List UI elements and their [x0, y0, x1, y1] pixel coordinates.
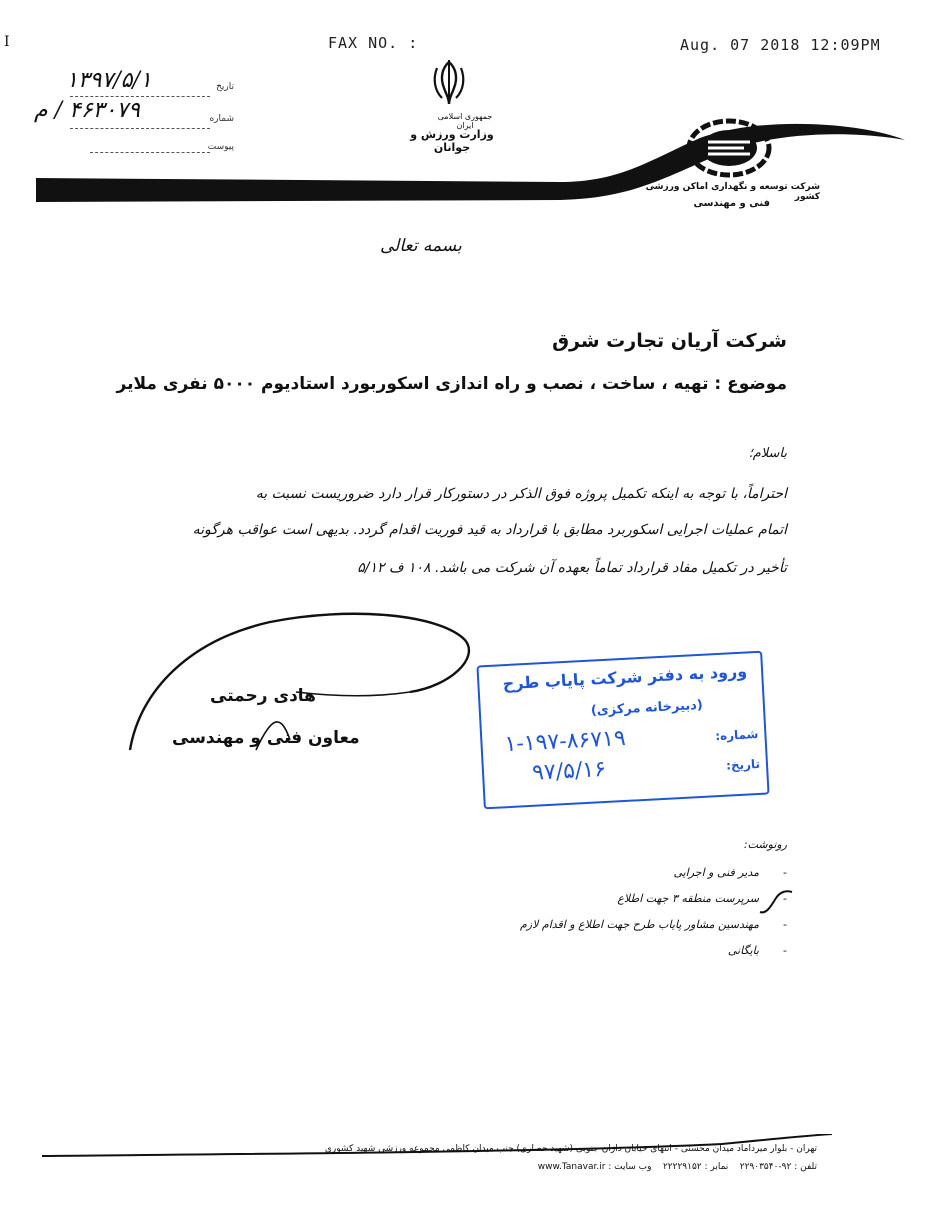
footer-website[interactable]: www.Tanavar.ir	[537, 1162, 606, 1172]
cc-item: بایگانی	[727, 944, 759, 957]
cc-dash: -	[783, 866, 787, 879]
cc-title: رونوشت:	[743, 838, 787, 851]
iran-emblem-icon	[430, 58, 468, 108]
ministry-name: وزارت ورزش و جوانان	[410, 128, 494, 154]
fax-datetime: Aug. 07 2018 12:09PM	[680, 36, 881, 54]
ministry-subtitle: جمهوری اسلامی ایران	[437, 112, 493, 130]
department-name: فنی و مهندسی	[693, 198, 770, 209]
bismillah: بسمه تعالی	[380, 236, 462, 256]
cc-dash: -	[783, 944, 787, 957]
date-value: ۱۳۹۷/۵/۱	[66, 68, 152, 93]
cc-item: مدیر فنی و اجرایی	[673, 866, 759, 879]
checkmark-icon	[756, 888, 796, 918]
body-line: تأخیر در تکمیل مفاد قرارداد تماماً بعهده آن شرکت می باشد. ۱۰۸ ف ۵/۱۲	[357, 560, 787, 576]
body-line: اتمام عملیات اجرایی اسکوربرد مطابق با قرارداد به قید فوریت اقدام گردد. بدیهی است عواقب هرگونه	[192, 522, 787, 538]
number-value: ۴۶۳۰۷۹ / م	[34, 98, 140, 123]
footer-address: تهران - بلوار میرداماد میدان محسنی - انتهای خیابان دازان جنوبی (شهید حصاری) جنب میدان کاظمی مجموعه ورزشی شهید کشوری	[324, 1144, 817, 1154]
cc-item: سرپرست منطقه ۳ جهت اطلاع	[617, 892, 759, 905]
number-label: شماره	[209, 114, 234, 124]
stamp-number-value: ۱-۱۹۷-۸۶۷۱۹	[503, 725, 627, 758]
date-line	[70, 96, 210, 97]
footer-website-label: وب سایت :	[608, 1162, 652, 1172]
received-stamp	[476, 651, 769, 810]
company-logo-icon	[686, 118, 772, 178]
stamp-subtitle: (دبیرخانه مرکزی)	[590, 697, 704, 719]
company-name: شرکت توسعه و نگهداری اماکن ورزشی کشور	[645, 182, 820, 202]
cc-item: مهندسین مشاور پایاب طرح جهت اطلاع و اقدام لازم	[520, 918, 759, 931]
signer-title: معاون فنی و مهندسی	[172, 728, 360, 748]
cc-dash: -	[783, 918, 787, 931]
header-band	[0, 120, 937, 220]
recipient: شرکت آریان تجارت شرق	[552, 330, 787, 352]
stamp-number-label: شماره:	[714, 726, 759, 744]
footer-fax: نمابر : ۲۲۲۲۹۱۵۲	[662, 1162, 729, 1172]
date-label: تاریخ	[216, 82, 234, 92]
footer-contact	[538, 1162, 817, 1172]
signer-name: هادی رحمتی	[210, 686, 316, 706]
stamp-title: ورود به دفتر شرکت پایاب طرح	[502, 661, 748, 694]
fax-number-label: FAX NO. :	[328, 34, 419, 52]
stamp-date-label: تاریخ:	[725, 756, 761, 773]
attachment-label: پیوست	[207, 142, 234, 152]
subject: موضوع : تهیه ، ساخت ، نصب و راه اندازی اسکوربورد استادیوم ۵۰۰۰ نفری ملایر	[116, 374, 787, 394]
corner-mark: I	[4, 34, 10, 50]
footer-phone: تلفن : ۹۲-۲۲۹۰۳۵۴۰	[739, 1162, 817, 1172]
greeting: باسلام؛	[748, 446, 787, 461]
stamp-date-value: ۹۷/۵/۱۶	[531, 756, 607, 786]
cc-dash: -	[783, 892, 787, 905]
body-line: احتراماً، با توجه به اینکه تکمیل پروژه فوق الذکر در دستورکار قرار دارد ضروریست نسبت به	[255, 486, 787, 502]
